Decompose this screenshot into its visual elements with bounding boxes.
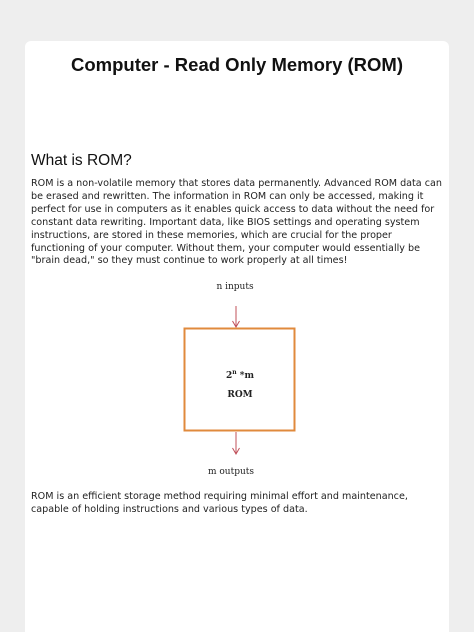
size-base: 2: [225, 371, 233, 381]
page-title: Computer - Read Only Memory (ROM): [71, 54, 403, 75]
rom-block-diagram: [150, 276, 330, 481]
rom-block-label: ROM: [227, 390, 253, 400]
size-exponent: n: [232, 369, 237, 376]
closing-paragraph: ROM is an efficient storage method requiring minimal effort and maintenance, capable of holding instructions and various types of data.: [31, 491, 408, 515]
section-heading: What is ROM?: [31, 152, 132, 169]
size-suffix: *m: [236, 371, 255, 381]
output-label: m outputs: [207, 467, 255, 477]
rom-size-formula: [226, 369, 254, 381]
intro-paragraph: ROM is a non-volatile memory that stores data permanently. Advanced ROM data can be erased and rewritten. The information in ROM can only be accessed, making it perfect for use in computers as it enables quick access to data without the need for constant data rewriting. Important data, like BIOS settings and operating system instructions, are stored in these memories, which are crucial for the proper functioning of your computer. Without them, your computer would essentially be "brain dead," so they must continue to work properly at all times!: [31, 178, 442, 267]
input-label: n inputs: [216, 282, 254, 292]
